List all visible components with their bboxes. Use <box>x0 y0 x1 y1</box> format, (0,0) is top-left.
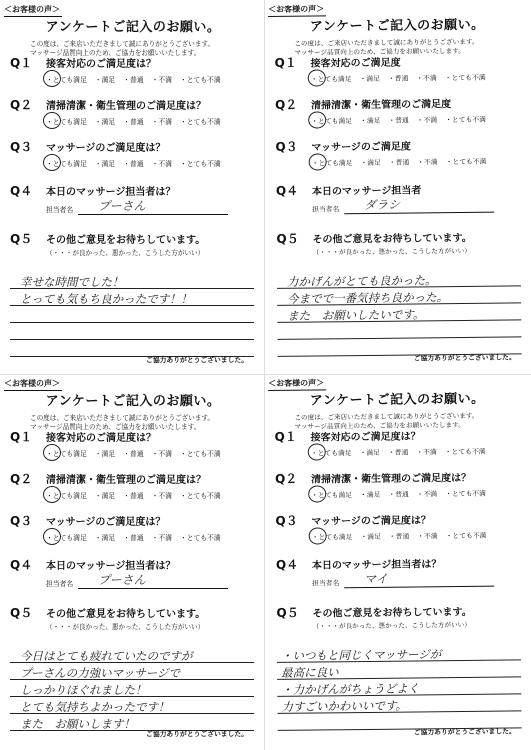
intro-line-2: マッサージ品質向上のため、ご協力をお願いいたします。 <box>30 423 201 431</box>
form-title: アンケートご記入のお願い。 <box>45 394 221 409</box>
question-text: マッサージのご満足度は？ <box>46 143 166 154</box>
rating-option[interactable]: ・ 満足 <box>360 447 380 457</box>
survey-card-3 <box>4 378 262 746</box>
handwritten-comment[interactable]: とっても気もち良かったです！！ <box>20 292 193 306</box>
question-number: Q１ <box>274 55 297 70</box>
rating-option[interactable]: ・ 満足 <box>360 157 380 167</box>
handwritten-circle-mark <box>43 70 61 87</box>
comment-line <box>278 336 522 340</box>
question-number: Q５ <box>10 606 33 620</box>
staff-name-label: 担当者名 <box>46 206 74 214</box>
question-number: Q３ <box>10 514 33 528</box>
handwritten-comment[interactable]: 今までで一番気持ち良かった。 <box>287 290 449 306</box>
question-number: Q１ <box>10 56 33 70</box>
rating-options <box>311 114 494 126</box>
handwritten-comment[interactable]: 力すごいかわいいです。 <box>281 698 408 714</box>
question-number: Q４ <box>10 558 33 572</box>
comment-line <box>10 339 254 340</box>
voice-tag: ＜お客様の声＞ <box>4 378 62 391</box>
handwritten-circle-mark <box>308 69 326 86</box>
rating-option[interactable]: ・ とても満足 <box>311 73 352 83</box>
rating-option[interactable]: ・ 満足 <box>95 116 115 126</box>
question-text: その他ご意見をお待ちしています。 <box>46 235 206 246</box>
question-4 <box>275 179 526 214</box>
handwritten-comment[interactable]: 力かげんがとても良かった。 <box>286 273 437 289</box>
question-5 <box>276 601 526 631</box>
fold-line-horizontal <box>0 374 531 375</box>
staff-name-row <box>46 201 246 215</box>
question-text: 接客対応のご満足度は？ <box>46 59 156 70</box>
handwritten-circle-mark <box>43 154 61 171</box>
handwritten-circle-mark <box>43 486 61 503</box>
rating-option[interactable]: ・ とても満足 <box>311 447 352 457</box>
rating-option[interactable]: ・ 不満 <box>152 158 172 168</box>
intro-line-2: マッサージ品質向上のため、ご協力をお願いいたします。 <box>30 49 201 57</box>
handwritten-circle-mark <box>308 443 326 460</box>
rating-option[interactable]: ・ 普通 <box>123 448 143 458</box>
question-number: Q２ <box>10 98 33 112</box>
rating-option[interactable]: ・ 満足 <box>95 532 115 542</box>
question-text: マッサージのご満足度は？ <box>311 515 431 528</box>
handwritten-circle-mark <box>308 485 326 502</box>
staff-name-handwritten[interactable]: プーさん <box>98 573 146 587</box>
rating-option[interactable]: ・ 満足 <box>95 490 115 500</box>
question-2 <box>274 93 525 126</box>
form-title: アンケートご記入のお願い。 <box>309 391 485 409</box>
question-number: Q３ <box>10 140 33 154</box>
rating-options <box>311 488 494 500</box>
intro-line-1: この度は、ご来店いただきまして誠にありがとうございます。 <box>294 37 479 48</box>
question-number: Q２ <box>10 472 33 486</box>
thanks-note: ご協力ありがとうございました。 <box>146 356 248 364</box>
question-number: Q４ <box>10 184 33 198</box>
rating-option[interactable]: ・ 不満 <box>152 490 172 500</box>
question-number: Q４ <box>275 183 299 198</box>
rating-option[interactable]: ・ とても満足 <box>311 489 352 499</box>
rating-option[interactable]: ・ 満足 <box>360 73 380 83</box>
question-number: Q５ <box>10 232 33 246</box>
handwritten-comment[interactable]: しっかりほぐれました！ <box>20 683 147 697</box>
staff-name-handwritten[interactable]: ダラシ <box>364 197 401 213</box>
rating-option[interactable]: ・ とても不満 <box>180 158 221 168</box>
question-text: 清掃清潔・衛生管理のご満足度は？ <box>311 472 472 486</box>
handwritten-circle-mark <box>308 111 326 128</box>
rating-option[interactable]: ・ とても満足 <box>312 531 353 541</box>
rating-option[interactable]: ・ とても満足 <box>46 532 87 542</box>
question-number: Q１ <box>274 429 297 444</box>
intro-line-2: マッサージ品質向上のため、ご協力をお願いいたします。 <box>294 46 465 57</box>
rating-option[interactable]: ・ とても満足 <box>46 448 87 458</box>
rating-option[interactable]: ・ 不満 <box>152 74 172 84</box>
rating-option[interactable]: ・ とても満足 <box>46 490 87 500</box>
rating-option[interactable]: ・ 不満 <box>417 488 437 498</box>
rating-options <box>46 158 229 168</box>
question-2 <box>274 467 525 500</box>
handwritten-comment[interactable]: 幸せな時間でした！ <box>20 275 124 289</box>
handwritten-comment[interactable]: また お願いします！ <box>20 717 135 731</box>
question-number: Q４ <box>275 557 299 572</box>
rating-options <box>46 490 229 500</box>
staff-name-row <box>312 572 512 588</box>
comment-hint: （・・・が良かった、悪かった、こうした方がいい） <box>46 249 205 257</box>
rating-option[interactable]: ・ 普通 <box>388 73 408 83</box>
thanks-note: ご協力ありがとうございました。 <box>413 727 516 737</box>
rating-options <box>46 532 229 542</box>
question-number: Q３ <box>275 139 298 154</box>
rating-options <box>312 156 495 168</box>
rating-option[interactable]: ・ 満足 <box>360 531 380 541</box>
question-text: 接客対応のご満足度は？ <box>46 433 156 444</box>
staff-name-handwritten[interactable]: プーさん <box>98 199 146 213</box>
question-number: Q２ <box>274 97 298 112</box>
rating-option[interactable]: ・ とても不満 <box>446 156 487 166</box>
rating-option[interactable]: ・ 不満 <box>417 114 437 124</box>
thanks-note: ご協力ありがとうございました。 <box>413 353 516 363</box>
handwritten-comment[interactable]: ・いつもと同じくマッサージが <box>280 647 442 663</box>
form-title: アンケートご記入のお願い。 <box>309 17 485 35</box>
intro-line-1: この度は、ご来店いただきまして誠にありがとうございます。 <box>30 414 215 422</box>
rating-option[interactable]: ・ 満足 <box>360 489 380 499</box>
survey-card-1 <box>4 4 262 372</box>
rating-options <box>46 74 229 84</box>
intro-line-2: マッサージ品質向上のため、ご協力をお願いいたします。 <box>294 420 465 431</box>
question-text: マッサージのご満足度 <box>311 141 411 154</box>
rating-option[interactable]: ・ とても不満 <box>445 446 486 456</box>
rating-option[interactable]: ・ とても不満 <box>445 72 486 82</box>
rating-option[interactable]: ・ とても不満 <box>446 530 487 540</box>
comment-line <box>10 322 254 323</box>
rating-option[interactable]: ・ 普通 <box>123 116 143 126</box>
rating-option[interactable]: ・ 不満 <box>416 72 436 82</box>
question-3 <box>275 509 525 542</box>
intro-line-1: この度は、ご来店いただきまして誠にありがとうございます。 <box>294 411 479 422</box>
rating-options <box>311 446 494 458</box>
staff-name-row <box>312 198 512 214</box>
handwritten-circle-mark <box>309 527 327 544</box>
handwritten-comment[interactable]: とても気持ちよかったです！ <box>20 700 170 714</box>
staff-name-underline <box>78 588 228 589</box>
question-text: その他ご意見をお待ちしています。 <box>312 232 472 246</box>
handwritten-comment[interactable]: 最高に良い <box>281 665 339 680</box>
rating-option[interactable]: ・ 不満 <box>152 116 172 126</box>
rating-options <box>46 116 229 126</box>
rating-option[interactable]: ・ とても不満 <box>445 114 486 124</box>
rating-options <box>311 72 494 84</box>
rating-options <box>312 530 495 542</box>
comment-hint: （・・・が良かった、悪かった、こうした方がいい） <box>312 620 471 631</box>
rating-option[interactable]: ・ 満足 <box>95 74 115 84</box>
rating-option[interactable]: ・ とても満足 <box>46 158 87 168</box>
question-text: 本日のマッサージ担当者は？ <box>311 559 442 572</box>
voice-tag: ＜お客様の声＞ <box>268 4 326 17</box>
handwritten-comment[interactable]: ・力かげんがちょうどよく <box>281 681 420 697</box>
handwritten-comment[interactable]: また お願いしたいです。 <box>287 307 425 323</box>
rating-option[interactable]: ・ 不満 <box>152 448 172 458</box>
rating-option[interactable]: ・ 不満 <box>417 156 437 166</box>
question-number: Q２ <box>274 471 298 486</box>
question-text: 清掃清潔・衛生管理のご満足度は？ <box>46 101 206 112</box>
handwritten-comment[interactable]: プーさんの力強いマッサージで <box>20 666 180 680</box>
question-text: 清掃清潔・衛生管理のご満足度は？ <box>46 475 206 486</box>
rating-option[interactable]: ・ 満足 <box>360 115 380 125</box>
rating-option[interactable]: ・ 不満 <box>417 530 437 540</box>
handwritten-circle-mark <box>43 528 61 545</box>
question-text: その他ご意見をお待ちしています。 <box>46 609 206 620</box>
rating-option[interactable]: ・ とても不満 <box>180 490 221 500</box>
question-4 <box>275 553 526 588</box>
rating-option[interactable]: ・ 普通 <box>389 157 409 167</box>
rating-option[interactable]: ・ とても不満 <box>180 448 221 458</box>
rating-option[interactable]: ・ とても満足 <box>312 157 353 167</box>
fold-line <box>264 0 265 750</box>
handwritten-circle-mark <box>43 112 61 129</box>
rating-option[interactable]: ・ 普通 <box>123 490 143 500</box>
rating-option[interactable]: ・ とても不満 <box>180 74 221 84</box>
staff-name-label: 担当者名 <box>312 205 340 214</box>
question-text: その他ご意見をお待ちしています。 <box>312 606 472 620</box>
rating-option[interactable]: ・ 普通 <box>388 447 408 457</box>
staff-name-underline <box>78 214 228 215</box>
rating-options <box>46 448 229 458</box>
comment-area <box>277 645 521 714</box>
form-title: アンケートご記入のお願い。 <box>45 20 221 35</box>
staff-name-row <box>46 575 246 589</box>
survey-card-4 <box>268 378 526 746</box>
question-text: 本日のマッサージ担当者は？ <box>46 561 176 572</box>
rating-option[interactable]: ・ 満足 <box>95 448 115 458</box>
rating-option[interactable]: ・ とても満足 <box>46 116 87 126</box>
handwritten-comment[interactable]: 今日はとても疲れていたのですが <box>20 649 193 663</box>
question-text: 清掃清潔・衛生管理のご満足度 <box>311 99 452 112</box>
rating-option[interactable]: ・ 不満 <box>416 446 436 456</box>
comment-area <box>277 271 521 323</box>
rating-option[interactable]: ・ とても不満 <box>180 532 221 542</box>
rating-option[interactable]: ・ 普通 <box>388 115 408 125</box>
handwritten-circle-mark <box>309 153 327 170</box>
rating-option[interactable]: ・ 普通 <box>123 74 143 84</box>
rating-option[interactable]: ・ とても不満 <box>180 116 221 126</box>
staff-name-label: 担当者名 <box>312 579 340 588</box>
question-number: Q５ <box>276 605 299 620</box>
rating-option[interactable]: ・ 満足 <box>95 158 115 168</box>
intro-line-1: この度は、ご来店いただきまして誠にありがとうございます。 <box>30 40 215 48</box>
rating-option[interactable]: ・ 普通 <box>123 158 143 168</box>
voice-tag: ＜お客様の声＞ <box>4 4 62 17</box>
question-3 <box>275 135 525 168</box>
question-number: Q５ <box>276 231 299 246</box>
rating-option[interactable]: ・ 普通 <box>389 531 409 541</box>
handwritten-circle-mark <box>43 444 61 461</box>
thanks-note: ご協力ありがとうございました。 <box>146 730 248 738</box>
staff-name-label: 担当者名 <box>46 580 74 588</box>
question-text: 接客対応のご満足度 <box>310 57 401 70</box>
staff-name-handwritten[interactable]: マイ <box>364 571 388 587</box>
question-text: 本日のマッサージ担当者は？ <box>46 187 176 198</box>
question-text: マッサージのご満足度は？ <box>46 517 166 528</box>
question-5 <box>276 227 526 257</box>
survey-card-2 <box>268 4 526 372</box>
rating-option[interactable]: ・ とても不満 <box>445 488 486 498</box>
question-number: Q３ <box>275 513 298 528</box>
rating-option[interactable]: ・ とても満足 <box>311 115 352 125</box>
voice-tag: ＜お客様の声＞ <box>268 378 326 391</box>
rating-option[interactable]: ・ 不満 <box>152 532 172 542</box>
rating-option[interactable]: ・ とても満足 <box>46 74 87 84</box>
question-text: 本日のマッサージ担当者 <box>311 185 422 198</box>
question-number: Q１ <box>10 430 33 444</box>
comment-hint: （・・・が良かった、悪かった、こうした方がいい） <box>46 623 205 631</box>
rating-option[interactable]: ・ 普通 <box>388 489 408 499</box>
rating-option[interactable]: ・ 普通 <box>123 532 143 542</box>
question-text: 接客対応のご満足度は？ <box>310 431 421 444</box>
comment-hint: （・・・が良かった、悪かった、こうした方がいい） <box>312 246 471 257</box>
